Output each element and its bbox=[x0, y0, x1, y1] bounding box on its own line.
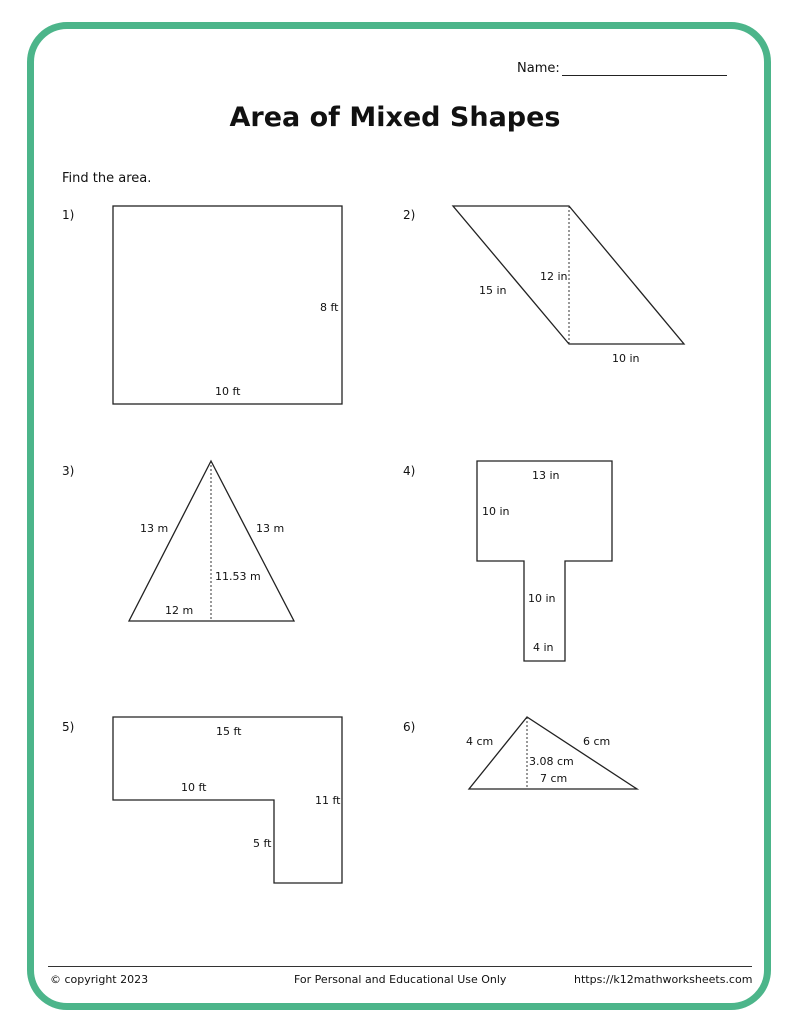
label-small-tri-height: 3.08 cm bbox=[529, 755, 574, 768]
problem-number-5: 5) bbox=[62, 720, 75, 734]
label-l-top: 15 ft bbox=[216, 725, 242, 738]
footer-divider bbox=[48, 966, 752, 967]
label-rect-side: 8 ft bbox=[320, 301, 339, 314]
page-title: Area of Mixed Shapes bbox=[229, 102, 561, 133]
label-l-inner-side: 5 ft bbox=[253, 837, 272, 850]
label-comp-stem-width: 4 in bbox=[533, 641, 554, 654]
composite-shape bbox=[477, 461, 612, 661]
label-tri-left: 13 m bbox=[140, 522, 169, 535]
footer-usage: For Personal and Educational Use Only bbox=[294, 973, 507, 986]
label-tri-right: 13 m bbox=[256, 522, 285, 535]
label-para-height: 12 in bbox=[540, 270, 568, 283]
label-small-tri-left: 4 cm bbox=[466, 735, 494, 748]
label-comp-top-height: 10 in bbox=[482, 505, 510, 518]
label-l-right: 11 ft bbox=[315, 794, 341, 807]
label-comp-top-width: 13 in bbox=[532, 469, 560, 482]
footer-copyright: © copyright 2023 bbox=[50, 973, 149, 986]
rectangle-shape bbox=[113, 206, 342, 404]
problem-number-3: 3) bbox=[62, 464, 75, 478]
problem-number-6: 6) bbox=[403, 720, 416, 734]
label-small-tri-right: 6 cm bbox=[583, 735, 611, 748]
label-para-side: 15 in bbox=[479, 284, 507, 297]
label-tri-height: 11.53 m bbox=[215, 570, 261, 583]
label-para-base: 10 in bbox=[612, 352, 640, 365]
instructions: Find the area. bbox=[62, 171, 152, 186]
problem-number-4: 4) bbox=[403, 464, 416, 478]
label-comp-stem-height: 10 in bbox=[528, 592, 556, 605]
name-label: Name: bbox=[517, 61, 560, 76]
label-rect-base: 10 ft bbox=[215, 385, 241, 398]
problem-number-2: 2) bbox=[403, 208, 416, 222]
label-l-inner-top: 10 ft bbox=[181, 781, 207, 794]
label-small-tri-base: 7 cm bbox=[540, 772, 568, 785]
l-shape bbox=[113, 717, 342, 883]
problem-number-1: 1) bbox=[62, 208, 75, 222]
footer-url[interactable]: https://k12mathworksheets.com bbox=[574, 973, 753, 986]
label-tri-half-base: 12 m bbox=[165, 604, 194, 617]
